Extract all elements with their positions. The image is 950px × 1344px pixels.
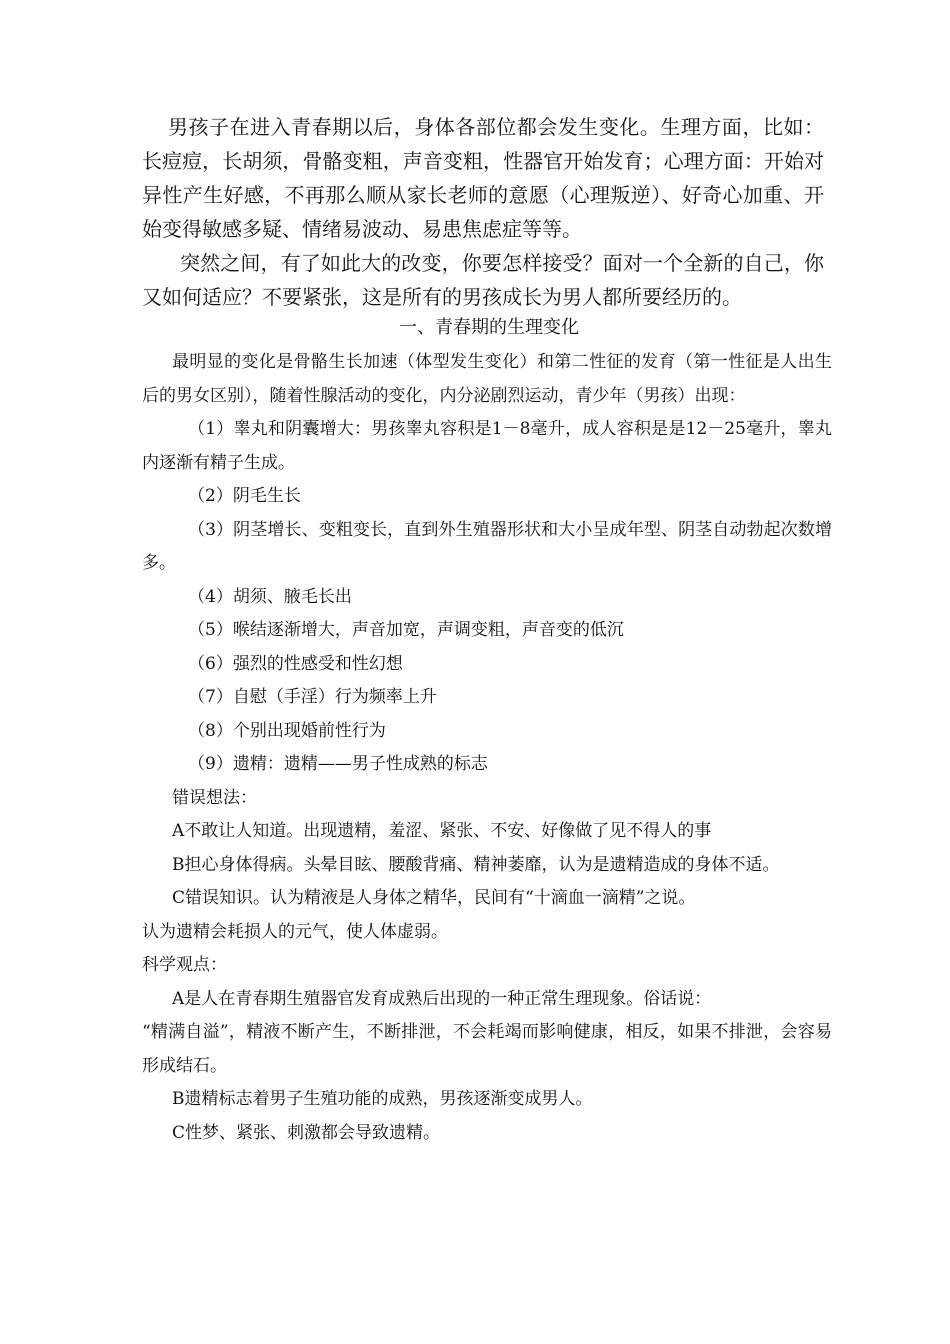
intro-paragraph-2: 突然之间，有了如此大的改变，你要怎样接受？面对一个全新的自己，你又如何适应？不要紧张，这是所有的男孩成长为男人都所要经历的。 [142, 251, 824, 309]
change-item-1: （1）睾丸和阴囊增大：男孩睾丸容积是1－8毫升，成人容积是是12－25毫升，睾丸内逐渐有精子生成。 [142, 419, 832, 473]
change-item-2: （2）阴毛生长 [188, 486, 301, 506]
lead-paragraph: 最明显的变化是骨骼生长加速（体型发生变化）和第二性征的发育（第一性征是人出生后的男女区别），随着性腺活动的变化，内分泌剧烈运动，青少年（男孩）出现： [142, 352, 832, 406]
scientific-view-c: C性梦、紧张、刺激都会导致遗精。 [172, 1122, 441, 1143]
wrong-idea-a: A不敢让人知道。出现遗精，羞涩、紧张、不安、好像做了见不得人的事 [172, 821, 712, 841]
wrong-ideas-label: 错误想法： [172, 787, 257, 808]
section-heading: 一、青春期的生理变化 [399, 317, 579, 338]
change-item-6: （6）强烈的性感受和性幻想 [188, 653, 403, 674]
wrong-idea-c: C错误知识。认为精液是人身体之精华，民间有“十滴血一滴精”之说。 [172, 888, 696, 908]
intro-paragraph-1: 男孩子在进入青春期以后，身体各部位都会发生变化。生理方面，比如：长痘痘，长胡须，骨骼变粗，声音变粗，性器官开始发育；心理方面：开始对异性产生好感，不再那么顺从家长老师的意愿（心理叛逆）、好奇心加重、开始变得敏感多疑、情绪易波动、易患焦虑症等等。 [142, 115, 824, 241]
scientific-view-a-continuation: “精满自溢”，精液不断产生，不断排泄，不会耗竭而影响健康，相反，如果不排泄，会容易形成结石。 [142, 1022, 832, 1076]
section-body [142, 346, 832, 1150]
change-item-4: （4）胡须、腋毛长出 [188, 586, 352, 607]
change-item-5: （5）喉结逐渐增大，声音加宽，声调变粗，声音变的低沉 [188, 620, 624, 640]
change-item-8: （8）个别出现婚前性行为 [188, 720, 386, 741]
change-item-9: （9）遗精：遗精——男子性成熟的标志 [188, 754, 488, 774]
wrong-idea-b: B担心身体得病。头晕目眩、腰酸背痛、精神萎靡，认为是遗精造成的身体不适。 [172, 854, 780, 875]
wrong-idea-c-continuation: 认为遗精会耗损人的元气，使人体虚弱。 [142, 921, 448, 942]
scientific-view-b: B遗精标志着男子生殖功能的成熟，男孩逐渐变成男人。 [172, 1089, 593, 1109]
scientific-views-label: 科学观点： [142, 955, 227, 975]
scientific-view-a: A是人在青春期生殖器官发育成熟后出现的一种正常生理现象。俗话说： [172, 988, 712, 1009]
change-item-3: （3）阴茎增长、变粗变长，直到外生殖器形状和大小呈成年型、阴茎自动勃起次数增多。 [142, 519, 832, 573]
change-item-7: （7）自慰（手淫）行为频率上升 [188, 687, 437, 707]
